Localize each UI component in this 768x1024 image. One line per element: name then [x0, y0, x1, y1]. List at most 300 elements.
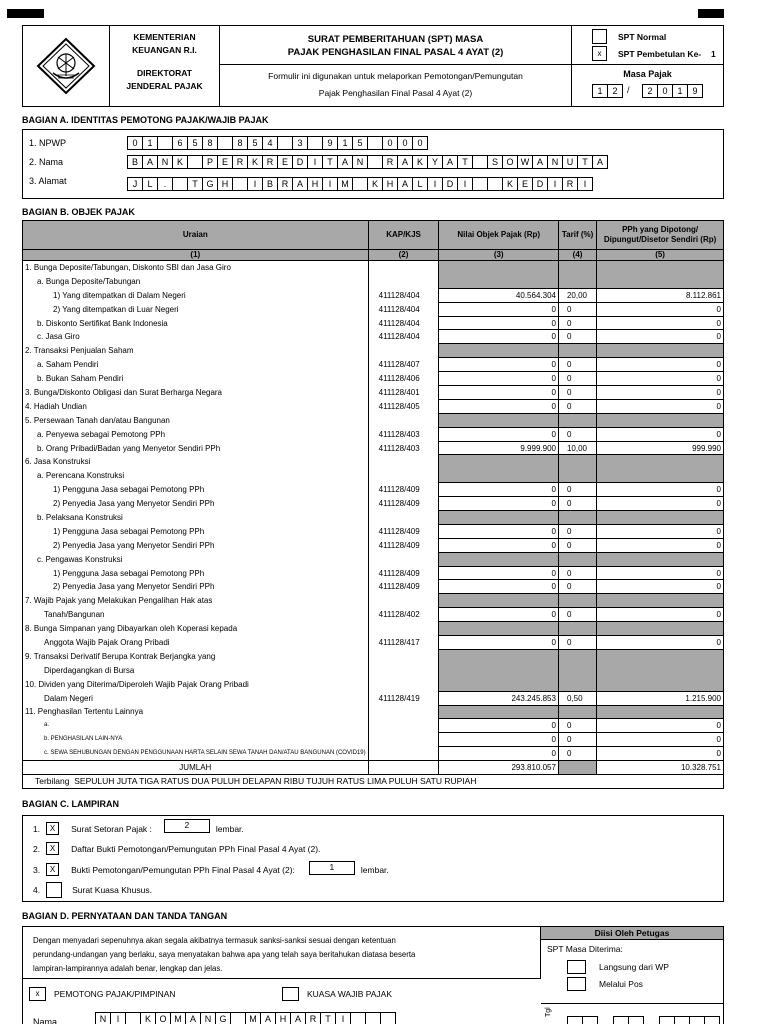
ministry-emblem-icon [36, 37, 96, 95]
address-char: R [277, 177, 293, 191]
npwp-char: 0 [382, 136, 398, 150]
name-char: N [157, 155, 173, 169]
masa-year-digit: 1 [672, 84, 688, 98]
row-tarif[interactable]: 0 [558, 497, 596, 511]
npwp-char [277, 136, 293, 150]
spt-pembetulan-label: SPT Pembetulan Ke- [618, 49, 702, 59]
address-char [232, 177, 248, 191]
row-nilai[interactable]: 0 [439, 372, 559, 386]
npwp-char: 8 [232, 136, 248, 150]
tax-object-row [23, 705, 724, 719]
row-nilai-shaded [439, 649, 559, 663]
row-pph[interactable]: 1.215.900 [597, 691, 724, 705]
npwp-char: 4 [262, 136, 278, 150]
row-pph-shaded [597, 511, 724, 525]
attachment-item-3 [33, 863, 389, 876]
tax-object-row [23, 483, 724, 497]
agency-cell [110, 26, 220, 106]
name-char: T [577, 155, 593, 169]
tax-object-row [23, 316, 724, 330]
row-nilai[interactable]: 243.245.853 [439, 691, 559, 705]
row-tarif[interactable]: 0 [558, 538, 596, 552]
pemotong-checkbox[interactable]: x [29, 987, 46, 1001]
row-pph[interactable]: 0 [597, 608, 724, 622]
row-tarif-shaded [558, 274, 596, 288]
row-kap: 411128/401 [368, 386, 439, 400]
masa-year-digit: 9 [687, 84, 703, 98]
total-tarif [558, 761, 596, 775]
name-char: N [547, 155, 563, 169]
row-kap [368, 649, 439, 663]
row-tarif[interactable]: 20,00 [558, 288, 596, 302]
row-kap: 411128/404 [368, 288, 439, 302]
row-tarif[interactable]: 0 [558, 330, 596, 344]
attachment-count[interactable]: 2 [164, 819, 210, 833]
row-tarif-shaded [558, 663, 596, 677]
tax-object-row [23, 427, 724, 441]
row-uraian: 7. Wajib Pajak yang Melakukan Pengalihan Hak atas [23, 594, 369, 608]
row-pph-shaded [597, 455, 724, 469]
row-uraian: a. Perencana Konstruksi [23, 469, 369, 483]
row-pph-shaded [597, 594, 724, 608]
row-tarif[interactable]: 0 [558, 386, 596, 400]
row-nilai[interactable]: 0 [439, 747, 559, 761]
row-tarif[interactable]: 0 [558, 608, 596, 622]
spt-normal-checkbox[interactable] [592, 29, 607, 44]
row-nilai-shaded [439, 261, 559, 275]
officer-panel [541, 927, 723, 1024]
masa-year-digit: 2 [642, 84, 658, 98]
tax-object-row [23, 608, 724, 622]
section-c-box [22, 815, 724, 902]
address-char: G [202, 177, 218, 191]
signer-name-char: O [155, 1012, 171, 1024]
name-label: 2. Nama [29, 157, 64, 167]
npwp-char: 6 [172, 136, 188, 150]
row-tarif-shaded [558, 705, 596, 719]
spt-type-divider [572, 64, 723, 65]
total-pph: 10.328.751 [597, 761, 724, 775]
tax-object-row [23, 594, 724, 608]
address-char: D [532, 177, 548, 191]
signer-name-char: A [185, 1012, 201, 1024]
row-kap [368, 677, 439, 691]
title-divider [220, 64, 571, 65]
row-nilai[interactable]: 0 [439, 636, 559, 650]
address-char: M [337, 177, 353, 191]
row-kap [368, 261, 439, 275]
terbilang-label: Terbilang [35, 775, 70, 786]
signer-name-char [230, 1012, 246, 1024]
col-header-nilai: Nilai Objek Pajak (Rp) [439, 221, 559, 250]
directorate-line1: DIREKTORAT [137, 68, 192, 78]
row-uraian: 2) Penyedia Jasa yang Menyetor Sendiri PPh [23, 580, 369, 594]
tax-object-row [23, 649, 724, 663]
row-uraian: 11. Penghasilan Tertentu Lainnya [23, 705, 369, 719]
row-pph-shaded [597, 344, 724, 358]
masa-year-digit: 0 [657, 84, 673, 98]
col-header-kap: KAP/KJS [368, 221, 439, 250]
row-kap [368, 705, 439, 719]
row-pph[interactable]: 0 [597, 302, 724, 316]
tax-object-row [23, 497, 724, 511]
row-nilai[interactable]: 0 [439, 524, 559, 538]
address-char: . [157, 177, 173, 191]
terbilang-row [23, 774, 724, 788]
row-kap: 411128/404 [368, 330, 439, 344]
spt-pembetulan-checkbox[interactable]: x [592, 46, 607, 61]
address-char [172, 177, 188, 191]
signer-name-char: H [275, 1012, 291, 1024]
row-tarif[interactable]: 0 [558, 566, 596, 580]
signer-name-char: I [110, 1012, 126, 1024]
attachment-item-1 [33, 819, 244, 835]
row-uraian: 4. Hadiah Undian [23, 399, 369, 413]
row-pph[interactable]: 0 [597, 427, 724, 441]
row-pph-shaded [597, 649, 724, 663]
attachment-count[interactable]: 1 [309, 861, 355, 875]
row-uraian: Diperdagangkan di Bursa [23, 663, 369, 677]
attachment-number: 1. [33, 823, 41, 834]
name-char: A [442, 155, 458, 169]
section-a-title: BAGIAN A. IDENTITAS PEMOTONG PAJAK/WAJIB PAJAK [22, 115, 269, 125]
masa-month-boxes[interactable] [592, 84, 622, 98]
tax-object-row [23, 580, 724, 594]
name-char: A [337, 155, 353, 169]
name-char: K [172, 155, 188, 169]
address-char [487, 177, 503, 191]
name-char: N [352, 155, 368, 169]
row-nilai[interactable]: 0 [439, 733, 559, 747]
col-number: (2) [368, 250, 439, 261]
langsung-label: Langsung dari WP [599, 962, 669, 972]
attachment-checkbox[interactable]: X [46, 842, 59, 855]
npwp-char: 5 [187, 136, 203, 150]
row-tarif[interactable]: 0 [558, 747, 596, 761]
tax-object-row [23, 538, 724, 552]
tax-object-row [23, 733, 724, 747]
row-uraian: 10. Dividen yang Diterima/Diperoleh Wajib Pajak Orang Pribadi [23, 677, 369, 691]
tax-object-row [23, 399, 724, 413]
row-kap [368, 733, 439, 747]
row-uraian: Dalam Negeri [23, 691, 369, 705]
row-tarif[interactable]: 0 [558, 399, 596, 413]
address-char: I [427, 177, 443, 191]
npwp-char [307, 136, 323, 150]
row-tarif-shaded [558, 552, 596, 566]
signer-name-char: T [320, 1012, 336, 1024]
row-nilai[interactable]: 40.564.304 [439, 288, 559, 302]
name-char: P [202, 155, 218, 169]
row-nilai[interactable]: 0 [439, 566, 559, 580]
row-nilai-shaded [439, 511, 559, 525]
signer-kuasa [282, 987, 392, 1001]
row-pph[interactable]: 0 [597, 719, 724, 733]
row-nilai-shaded [439, 622, 559, 636]
row-tarif-shaded [558, 622, 596, 636]
address-char: R [562, 177, 578, 191]
name-char: T [457, 155, 473, 169]
row-uraian: 5. Persewaan Tanah dan/atau Bangunan [23, 413, 369, 427]
row-pph[interactable]: 0 [597, 566, 724, 580]
ministry-line2: KEUANGAN R.I. [132, 45, 197, 55]
row-pph[interactable]: 0 [597, 524, 724, 538]
date-label: Tgl [545, 1007, 552, 1017]
row-uraian: b. Pelaksana Konstruksi [23, 511, 369, 525]
tax-object-row [23, 344, 724, 358]
row-nilai[interactable]: 0 [439, 399, 559, 413]
signer-name-char: M [245, 1012, 261, 1024]
npwp-char: 3 [292, 136, 308, 150]
row-nilai-shaded [439, 344, 559, 358]
signer-name-char: N [200, 1012, 216, 1024]
row-nilai-shaded [439, 594, 559, 608]
received-date-boxes[interactable] [567, 1016, 719, 1024]
row-kap [368, 344, 439, 358]
npwp-char: 1 [142, 136, 158, 150]
row-kap [368, 511, 439, 525]
npwp-char: 1 [337, 136, 353, 150]
address-char: I [457, 177, 473, 191]
ministry-line1: KEMENTERIAN [133, 32, 196, 42]
section-a-box [22, 129, 724, 199]
attachment-item-4 [33, 882, 152, 898]
attachment-suffix: lembar. [360, 864, 389, 875]
npwp-char: 8 [202, 136, 218, 150]
row-kap [368, 413, 439, 427]
npwp-boxes[interactable] [127, 136, 427, 150]
tax-object-row [23, 663, 724, 677]
form-title-line1: SURAT PEMBERITAHUAN (SPT) MASA [307, 34, 484, 45]
address-char: T [187, 177, 203, 191]
row-nilai[interactable]: 0 [439, 330, 559, 344]
masa-pajak-label: Masa Pajak [623, 69, 672, 79]
total-kap [368, 761, 439, 775]
logo-cell [23, 26, 110, 106]
row-uraian: 2) Yang ditempatkan di Luar Negeri [23, 302, 369, 316]
attachment-number: 2. [33, 843, 41, 854]
address-boxes[interactable] [127, 177, 592, 191]
row-pph[interactable]: 0 [597, 399, 724, 413]
signer-name-char [380, 1012, 396, 1024]
tax-object-row [23, 386, 724, 400]
row-pph-shaded [597, 663, 724, 677]
signer-name-char: A [290, 1012, 306, 1024]
row-kap: 411128/407 [368, 358, 439, 372]
row-tarif[interactable]: 10,00 [558, 441, 596, 455]
name-char [187, 155, 203, 169]
row-tarif[interactable]: 0 [558, 733, 596, 747]
address-char: I [577, 177, 593, 191]
langsung-checkbox[interactable] [567, 960, 586, 974]
row-pph[interactable]: 0 [597, 372, 724, 386]
row-kap [368, 552, 439, 566]
section-c-title: BAGIAN C. LAMPIRAN [22, 799, 119, 809]
masa-year-boxes[interactable] [642, 84, 702, 98]
name-char: R [232, 155, 248, 169]
row-tarif[interactable]: 0,50 [558, 691, 596, 705]
row-uraian: 1) Pengguna Jasa sebagai Pemotong PPh [23, 566, 369, 580]
tax-object-row [23, 691, 724, 705]
row-pph[interactable]: 999.990 [597, 441, 724, 455]
row-uraian: 2. Transaksi Penjualan Saham [23, 344, 369, 358]
row-nilai[interactable]: 0 [439, 608, 559, 622]
name-char: A [592, 155, 608, 169]
row-kap [368, 274, 439, 288]
row-nilai[interactable]: 0 [439, 302, 559, 316]
row-pph-shaded [597, 622, 724, 636]
row-kap: 411128/402 [368, 608, 439, 622]
name-char: I [307, 155, 323, 169]
melalui-pos-checkbox[interactable] [567, 977, 586, 991]
row-kap [368, 455, 439, 469]
row-uraian: b. Bukan Saham Pendiri [23, 372, 369, 386]
row-nilai[interactable]: 0 [439, 719, 559, 733]
kuasa-checkbox[interactable] [282, 987, 299, 1001]
row-pph[interactable]: 0 [597, 330, 724, 344]
row-nilai[interactable]: 0 [439, 483, 559, 497]
tax-object-row [23, 552, 724, 566]
address-char: H [217, 177, 233, 191]
name-boxes[interactable] [127, 155, 607, 169]
row-kap [368, 469, 439, 483]
form-desc-line2: Pajak Penghasilan Final Pasal 4 Ayat (2) [318, 88, 473, 98]
row-nilai[interactable]: 0 [439, 538, 559, 552]
row-kap [368, 719, 439, 733]
row-uraian: Anggota Wajib Pajak Orang Pribadi [23, 636, 369, 650]
signer-name-boxes[interactable] [95, 1012, 395, 1024]
statement-line3: lampiran-lampirannya adalah benar, lengkap dan jelas. [33, 964, 223, 973]
address-char: J [127, 177, 143, 191]
row-nilai-shaded [439, 552, 559, 566]
signer-name-char [365, 1012, 381, 1024]
address-char: K [367, 177, 383, 191]
tax-object-row [23, 302, 724, 316]
col-header-pph: PPh yang Dipotong/ Dipungut/Disetor Sendiri (Rp) [597, 221, 724, 250]
row-pph[interactable]: 8.112.861 [597, 288, 724, 302]
row-pph[interactable]: 0 [597, 538, 724, 552]
row-pph-shaded [597, 261, 724, 275]
attachment-checkbox[interactable] [46, 882, 62, 898]
statement-line1: Dengan menyadari sepenuhnya akan segala akibatnya termasuk sanksi-sanksi sesuai dengan ketentuan [33, 936, 396, 945]
row-pph[interactable]: 0 [597, 358, 724, 372]
address-char: A [397, 177, 413, 191]
officer-panel-title: Diisi Oleh Petugas [541, 927, 723, 940]
row-kap: 411128/404 [368, 302, 439, 316]
row-tarif[interactable]: 0 [558, 372, 596, 386]
tax-object-row [23, 677, 724, 691]
row-tarif-shaded [558, 455, 596, 469]
row-tarif[interactable]: 0 [558, 580, 596, 594]
name-char: O [502, 155, 518, 169]
row-pph[interactable]: 0 [597, 386, 724, 400]
row-tarif-shaded [558, 649, 596, 663]
row-tarif-shaded [558, 511, 596, 525]
row-tarif[interactable]: 0 [558, 483, 596, 497]
row-kap: 411128/403 [368, 441, 439, 455]
npwp-char: 5 [247, 136, 263, 150]
row-uraian: a. Saham Pendiri [23, 358, 369, 372]
attachment-checkbox[interactable]: X [46, 863, 59, 876]
row-tarif[interactable]: 0 [558, 719, 596, 733]
row-nilai[interactable]: 0 [439, 386, 559, 400]
form-title-line2: PAJAK PENGHASILAN FINAL PASAL 4 AYAT (2) [287, 47, 504, 58]
row-tarif[interactable]: 0 [558, 316, 596, 330]
row-uraian: 6. Jasa Konstruksi [23, 455, 369, 469]
row-pph[interactable]: 0 [597, 483, 724, 497]
tax-object-row [23, 441, 724, 455]
col-number: (1) [23, 250, 369, 261]
row-pph[interactable]: 0 [597, 636, 724, 650]
row-pph[interactable]: 0 [597, 747, 724, 761]
row-pph[interactable]: 0 [597, 733, 724, 747]
row-nilai-shaded [439, 705, 559, 719]
row-nilai[interactable]: 0 [439, 358, 559, 372]
row-pph-shaded [597, 469, 724, 483]
row-tarif-shaded [558, 677, 596, 691]
tax-object-row [23, 622, 724, 636]
row-kap: 411128/417 [368, 636, 439, 650]
row-uraian: 1. Bunga Deposite/Tabungan, Diskonto SBI dan Jasa Giro [23, 261, 369, 275]
row-uraian: 1) Pengguna Jasa sebagai Pemotong PPh [23, 483, 369, 497]
row-nilai[interactable]: 9.999.900 [439, 441, 559, 455]
row-nilai[interactable]: 0 [439, 580, 559, 594]
tax-object-table [22, 220, 724, 789]
row-pph[interactable]: 0 [597, 316, 724, 330]
row-kap [368, 663, 439, 677]
signer-name-char: K [140, 1012, 156, 1024]
row-pph-shaded [597, 274, 724, 288]
tax-object-row [23, 524, 724, 538]
row-pph[interactable]: 0 [597, 580, 724, 594]
row-tarif[interactable]: 0 [558, 427, 596, 441]
row-pph[interactable]: 0 [597, 497, 724, 511]
row-tarif-shaded [558, 344, 596, 358]
row-tarif[interactable]: 0 [558, 358, 596, 372]
name-char: K [247, 155, 263, 169]
row-kap: 411128/409 [368, 538, 439, 552]
total-nilai: 293.810.057 [439, 761, 559, 775]
attachment-checkbox[interactable]: X [46, 822, 59, 835]
signer-name-char: M [170, 1012, 186, 1024]
row-nilai[interactable]: 0 [439, 427, 559, 441]
attachment-text: Bukti Pemotongan/Pemungutan PPh Final Pasal 4 Ayat (2): [71, 864, 295, 875]
tax-object-row [23, 511, 724, 525]
total-row [23, 761, 724, 775]
address-char [352, 177, 368, 191]
row-tarif[interactable]: 0 [558, 636, 596, 650]
row-tarif[interactable]: 0 [558, 524, 596, 538]
row-tarif[interactable]: 0 [558, 302, 596, 316]
spt-received-label: SPT Masa Diterima: [547, 944, 623, 954]
tax-object-row [23, 274, 724, 288]
tax-object-row [23, 261, 724, 275]
row-tarif-shaded [558, 594, 596, 608]
row-uraian: b. PENGHASILAN LAIN-NYA [23, 733, 369, 747]
row-kap: 411128/409 [368, 497, 439, 511]
row-kap: 411128/409 [368, 580, 439, 594]
name-char: E [277, 155, 293, 169]
name-char: A [397, 155, 413, 169]
tax-object-row [23, 330, 724, 344]
tax-object-row [23, 719, 724, 733]
name-char: Y [427, 155, 443, 169]
row-nilai[interactable]: 0 [439, 497, 559, 511]
row-nilai[interactable]: 0 [439, 316, 559, 330]
tax-object-row [23, 358, 724, 372]
total-label: JUMLAH [23, 761, 369, 775]
row-kap: 411128/406 [368, 372, 439, 386]
